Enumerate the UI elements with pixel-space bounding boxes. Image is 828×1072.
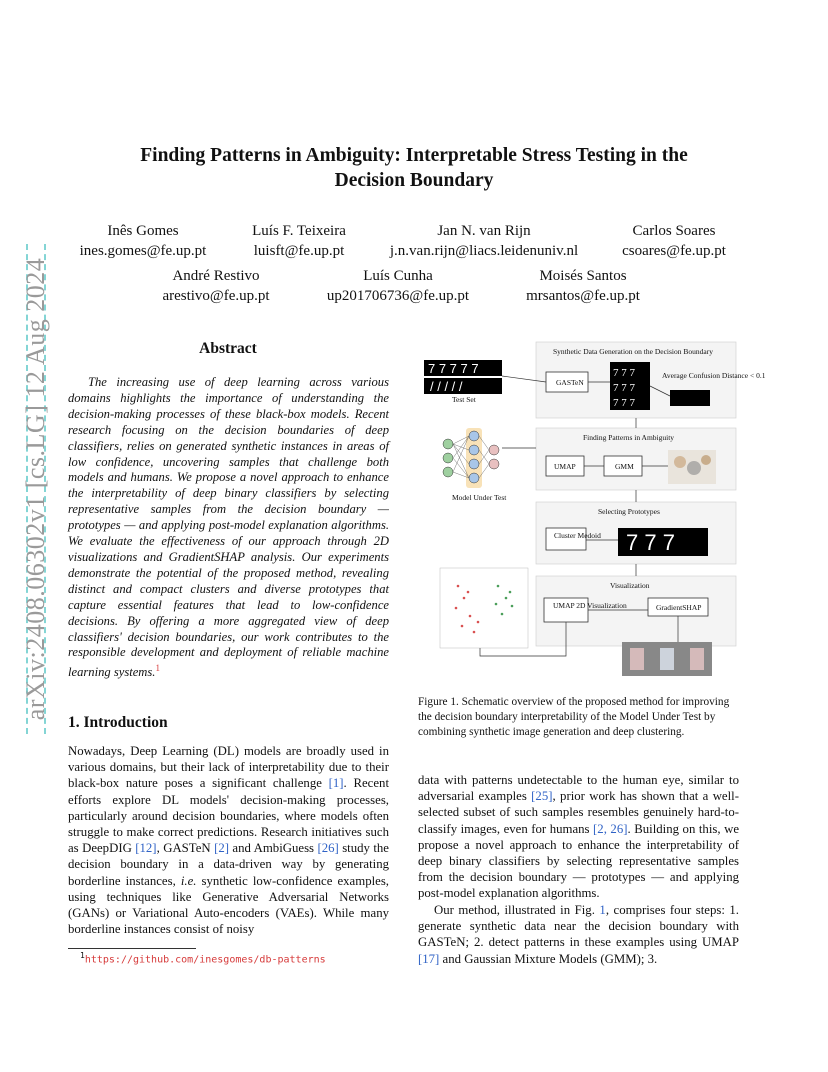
test-set-label: Test Set bbox=[452, 395, 476, 404]
author-name: Moisés Santos bbox=[539, 268, 627, 284]
author-name: Jan N. van Rijn bbox=[437, 223, 531, 239]
text-run-italic: i.e. bbox=[180, 873, 197, 888]
author-name: Inês Gomes bbox=[107, 223, 179, 239]
text-run: , comprises four steps: 1. generate synthetic data near the decision boundary with GASTeN; 2. detect patterns in these examples using UMAP bbox=[418, 903, 740, 950]
abstract-text: The increasing use of deep learning across various domains highlights the importance of understanding the decision-making processes of these black-box models. Recent research focusing on the decision boundaries of deep classifiers, relies on generated synthetic instances in areas of low confidence, uncovering samples that challenge both models and humans. We propose a novel approach to enhance the interpretability of deep binary classifiers by selecting representative samples from the decision boundary — prototypes — and applying post-model explanation algorithms. We evaluate the effectiveness of our approach through 2D visualizations and GradientSHAP analysis. Our experiments demonstrate the potential of the proposed method, revealing distinct and compact clusters and diverse prototypes that capture essential features that lead to low-confidence decisions. By offering a more aggregated view of deep classifiers' decision boundaries, our work contributes to the responsible development and deployment of reliable machine learning systems. bbox=[68, 375, 389, 680]
author-block bbox=[610, 221, 738, 261]
cluster-medoid-label: Cluster Medoid bbox=[554, 531, 601, 540]
arxiv-sidebar bbox=[22, 244, 50, 734]
umap-2d-scatter bbox=[440, 568, 528, 648]
prototype-digits-text: 7 7 7 bbox=[626, 530, 675, 555]
citation-link[interactable]: [2, 26] bbox=[593, 821, 628, 836]
figure-1-schematic bbox=[418, 336, 766, 686]
text-run: Nowadays, Deep Learning (DL) models are broadly used in various domains, but their lack of interpretability due to their black-box nature poses a significant challenge bbox=[68, 744, 389, 791]
author-name: André Restivo bbox=[172, 268, 260, 284]
author-email: csoares@fe.up.pt bbox=[622, 243, 726, 259]
text-run: . Building on this, we propose a novel approach to enhance the interpretability of deep binary classifiers by selecting representative samples from the decision boundary — prototypes — and applying post-model explanation algorithms. bbox=[418, 821, 739, 901]
author-block bbox=[78, 221, 208, 261]
panel-title: Selecting Prototypes bbox=[598, 507, 660, 516]
model-under-test-label: Model Under Test bbox=[452, 493, 507, 502]
text-run: . Recent efforts explore DL models' decision-making processes, particularly around decision boundaries, where models often struggle to make correct predictions. Research initiatives such as DeepDIG bbox=[68, 776, 389, 856]
panel-title: Finding Patterns in Ambiguity bbox=[583, 433, 675, 442]
author-block bbox=[512, 266, 654, 306]
digits-row: 7 7 7 bbox=[613, 397, 635, 409]
abstract-body bbox=[68, 375, 389, 681]
figure-caption: Figure 1. Schematic overview of the proposed method for improving the decision boundary interpretability of the Model Under Test by combining synthetic image generation and deep clustering. bbox=[418, 696, 730, 738]
footnote-mark[interactable]: 1 bbox=[155, 663, 160, 674]
panel-title: Visualization bbox=[610, 581, 650, 590]
author-name: Carlos Soares bbox=[632, 223, 716, 239]
text-run: data with patterns undetectable to the human eye, similar to adversarial examples bbox=[418, 773, 739, 804]
cluster-scatter-thumbnail bbox=[668, 450, 716, 484]
citation-link[interactable]: [25] bbox=[531, 789, 553, 804]
panel-title: Synthetic Data Generation on the Decision Boundary bbox=[553, 347, 713, 356]
citation-link[interactable]: [1] bbox=[328, 776, 344, 791]
section-heading-introduction: 1. Introduction bbox=[68, 714, 168, 731]
arxiv-identifier: arXiv:2408.06302v1 [cs.LG] 12 Aug 2024 bbox=[21, 257, 50, 721]
abstract-heading: Abstract bbox=[199, 340, 257, 357]
footnote bbox=[80, 951, 326, 965]
text-run: Our method, illustrated in Fig. bbox=[434, 903, 600, 917]
avg-confusion-label: Average Confusion Distance < 0.1 bbox=[662, 371, 766, 380]
umap2d-label: UMAP 2D Visualization bbox=[553, 601, 627, 610]
figure-reference-link[interactable]: 1 bbox=[599, 903, 606, 917]
author-name: Luís Cunha bbox=[363, 268, 433, 284]
model-under-test-network bbox=[443, 428, 499, 488]
digits-row: / / / / / bbox=[430, 379, 463, 394]
footnote-number: 1 bbox=[80, 951, 85, 960]
intro-paragraph-continued bbox=[418, 772, 739, 902]
author-block bbox=[316, 266, 480, 306]
footnote-rule bbox=[68, 948, 196, 949]
digits-row: 7 7 7 7 7 bbox=[428, 361, 479, 376]
citation-link[interactable]: [26] bbox=[317, 841, 339, 856]
author-email: luisft@fe.up.pt bbox=[253, 243, 345, 259]
citation-link[interactable]: [2] bbox=[214, 841, 229, 856]
author-email: mrsantos@fe.up.pt bbox=[526, 288, 640, 304]
text-run: synthetic low-confidence examples, using techniques like Generative Adversarial Networks (GANs) or Variational Auto-encoders (VAEs). While many borderline instances consist of noisy bbox=[68, 873, 390, 937]
text-run: and AmbiGuess bbox=[228, 841, 318, 856]
digits-row: 7 7 7 bbox=[613, 367, 635, 379]
method-paragraph bbox=[418, 902, 739, 967]
intro-paragraph bbox=[68, 743, 389, 937]
author-email: up201706736@fe.up.pt bbox=[326, 288, 470, 304]
umap-label: UMAP bbox=[554, 462, 576, 471]
filtered-digits bbox=[670, 390, 710, 406]
gradientshap-label: GradientSHAP bbox=[656, 603, 702, 612]
text-run: , prior work has shown that a well-selected subset of such samples resembles genuinely hard-to-classify images, even for humans bbox=[418, 789, 739, 836]
text-run: study the decision boundary in a data-driven way by generating borderline instances, bbox=[68, 841, 389, 888]
citation-link[interactable]: [12] bbox=[135, 841, 157, 856]
author-email: ines.gomes@fe.up.pt bbox=[79, 243, 207, 259]
text-run: , GASTeN bbox=[156, 841, 215, 856]
author-name: Luís F. Teixeira bbox=[252, 223, 346, 239]
author-block bbox=[150, 266, 282, 306]
digits-row: 7 7 7 bbox=[613, 382, 635, 394]
gasten-label: GASTeN bbox=[556, 378, 584, 387]
footnote-url-link[interactable]: https://github.com/inesgomes/db-patterns bbox=[84, 954, 326, 966]
gmm-label: GMM bbox=[615, 462, 634, 471]
paper-title: Finding Patterns in Ambiguity: Interpretable Stress Testing in the Decision Boundary bbox=[140, 145, 688, 191]
text-run: and Gaussian Mixture Models (GMM); 3. bbox=[439, 951, 658, 966]
author-block bbox=[240, 221, 358, 261]
author-email: arestivo@fe.up.pt bbox=[162, 288, 270, 304]
citation-link[interactable]: [17] bbox=[418, 951, 440, 966]
author-email: j.n.van.rijn@liacs.leidenuniv.nl bbox=[389, 243, 579, 259]
author-block bbox=[378, 221, 590, 261]
